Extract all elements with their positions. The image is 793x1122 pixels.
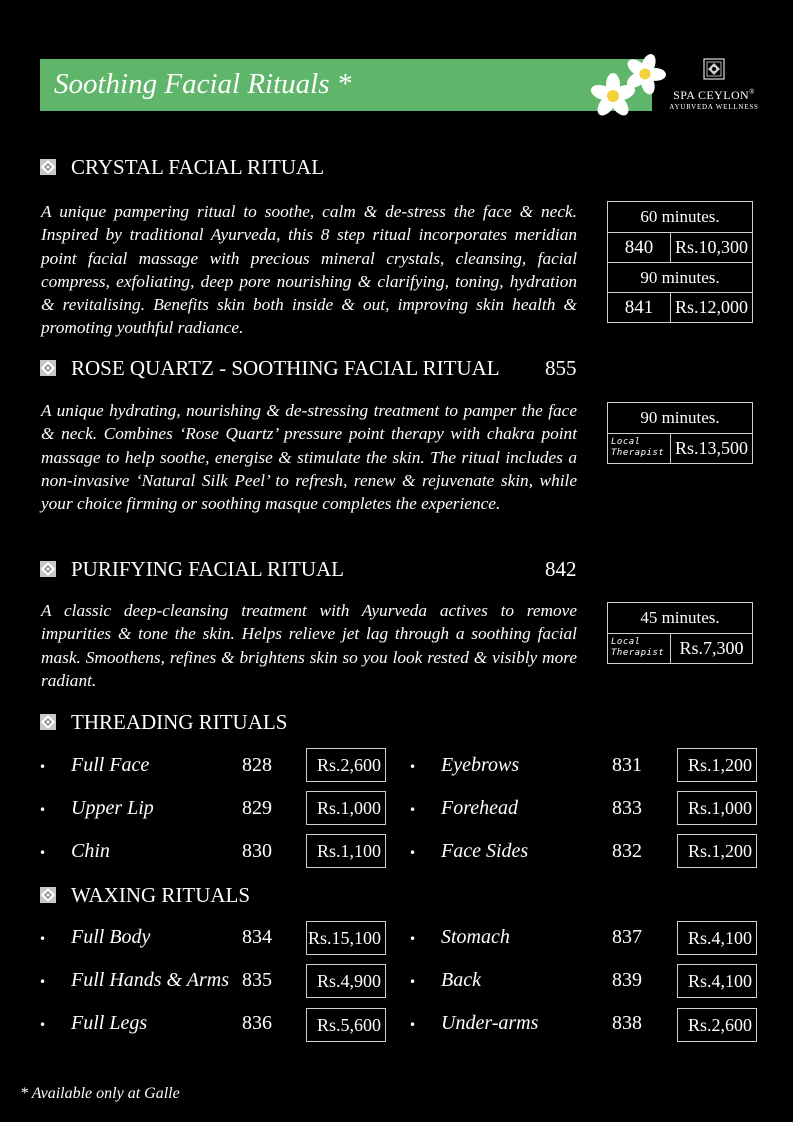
section-title-rose-quartz: ROSE QUARTZ - SOOTHING FACIAL RITUAL: [71, 356, 500, 380]
rose-quartz-description: A unique hydrating, nourishing & de-stressing treatment to pamper the face & neck. Combines ‘Rose Quartz’ pressure point therapy with chakra point massage to help soothe, energise & stimulate the skin. The ritual includes a non-invasive ‘Natural Silk Peel’ to refresh, renew & rejuvenate skin, while your choice firming or soothing masque completes the experience.: [41, 401, 577, 514]
price: Rs.13,500: [674, 438, 748, 458]
brand-tagline: AYURVEDA WELLNESS: [669, 103, 759, 111]
item-name: Upper Lip: [71, 797, 154, 819]
item-code: 833: [612, 797, 642, 819]
item-name: Eyebrows: [441, 754, 520, 776]
bullet: •: [409, 1018, 417, 1032]
purifying-code: 842: [545, 557, 577, 581]
duration-label: 90 minutes.: [640, 268, 720, 287]
page-title: Soothing Facial Rituals *: [54, 68, 352, 100]
ornament-square-icon: [40, 159, 56, 175]
item-code: 835: [242, 969, 272, 991]
item-price: Rs.4,900: [306, 964, 386, 998]
item-name: Forehead: [441, 797, 519, 819]
bullet: •: [409, 846, 417, 860]
local-therapist-label: Local Therapist: [608, 434, 671, 463]
treatment-code: 840: [608, 233, 671, 262]
section-title-waxing: WAXING RITUALS: [71, 883, 251, 907]
item-name: Face Sides: [441, 840, 529, 862]
bullet: •: [409, 760, 417, 774]
crystal-price-box: [607, 201, 753, 323]
bullet: •: [39, 975, 47, 989]
bullet: •: [409, 803, 417, 817]
item-code: 829: [242, 797, 272, 819]
bullet: •: [39, 1018, 47, 1032]
duration-label: 90 minutes.: [640, 408, 720, 427]
section-title-crystal: CRYSTAL FACIAL RITUAL: [71, 155, 325, 179]
item-price: Rs.1,200: [677, 834, 757, 868]
frangipani-flowers-icon: [585, 52, 673, 122]
item-name: Full Body: [71, 926, 151, 948]
item-price: Rs.1,000: [306, 791, 386, 825]
item-price: Rs.1,200: [677, 748, 757, 782]
bullet: •: [409, 932, 417, 946]
item-name: Stomach: [441, 926, 510, 948]
purifying-price-box: [607, 602, 753, 664]
item-code: 836: [242, 1012, 272, 1034]
price: Rs.7,300: [679, 638, 744, 658]
bullet: •: [409, 975, 417, 989]
item-name: Back: [441, 969, 481, 991]
footnote: * Available only at Galle: [20, 1085, 180, 1102]
brand-logo: [668, 58, 760, 111]
ornament-square-icon: [40, 714, 56, 730]
item-price: Rs.1,100: [306, 834, 386, 868]
bullet: •: [39, 803, 47, 817]
item-name: Full Face: [71, 754, 150, 776]
item-code: 828: [242, 754, 272, 776]
spa-ceylon-logo-icon: [703, 58, 725, 80]
section-title-purifying: PURIFYING FACIAL RITUAL: [71, 557, 344, 581]
item-name: Full Legs: [71, 1012, 148, 1034]
rose-quartz-price-box: [607, 402, 753, 464]
duration-label: 45 minutes.: [640, 608, 720, 627]
brand-name: SPA CEYLON®: [673, 88, 755, 102]
ornament-square-icon: [40, 887, 56, 903]
bullet: •: [39, 760, 47, 774]
price: Rs.12,000: [674, 297, 748, 317]
ornament-square-icon: [40, 561, 56, 577]
ornament-square-icon: [40, 360, 56, 376]
item-code: 834: [242, 926, 272, 948]
item-code: 839: [612, 969, 642, 991]
bullet: •: [39, 932, 47, 946]
treatment-code: 841: [608, 293, 671, 322]
section-title-threading: THREADING RITUALS: [71, 710, 288, 734]
item-code: 837: [612, 926, 642, 948]
item-price: Rs.4,100: [677, 964, 757, 998]
price: Rs.10,300: [674, 237, 748, 257]
item-price: Rs.2,600: [677, 1008, 757, 1042]
item-name: Full Hands & Arms: [71, 969, 229, 991]
item-code: 831: [612, 754, 642, 776]
duration-label: 60 minutes.: [640, 207, 720, 226]
item-price: Rs.1,000: [677, 791, 757, 825]
purifying-description: A classic deep-cleansing treatment with Ayurveda actives to remove impurities & tone the skin. Helps relieve jet lag through a soothing facial mask. Smoothens, refines & brightens skin so you look rested & visibly more radiant.: [41, 601, 577, 690]
rose-quartz-code: 855: [545, 356, 577, 380]
bullet: •: [39, 846, 47, 860]
crystal-description: A unique pampering ritual to soothe, calm & de-stress the face & neck. Inspired by traditional Ayurveda, this 8 step ritual incorporates meridian point facial massage with precious mineral crystals, cleansing, facial compress, exfoliating, deep pore nourishing & clarifying, toning, hydration & revitalising. Benefits skin both inside & out, improving skin health & promoting youthful radiance.: [41, 202, 577, 338]
item-name: Under-arms: [441, 1012, 539, 1034]
item-price: Rs.2,600: [306, 748, 386, 782]
local-therapist-label: Local Therapist: [608, 634, 671, 663]
item-code: 830: [242, 840, 272, 862]
item-price: Rs.4,100: [677, 921, 757, 955]
item-price: Rs.15,100: [306, 921, 386, 955]
item-price: Rs.5,600: [306, 1008, 386, 1042]
item-code: 832: [612, 840, 642, 862]
item-code: 838: [612, 1012, 642, 1034]
item-name: Chin: [71, 840, 110, 862]
